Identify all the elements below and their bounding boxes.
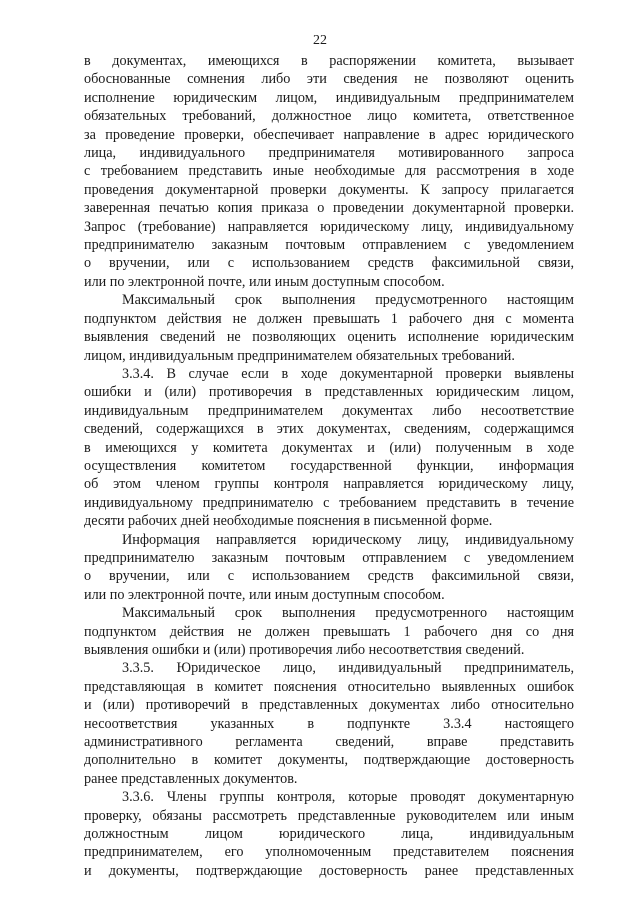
text-line: исполнение юридическим лицом, индивидуальным предпринимателем	[84, 89, 574, 106]
paragraph	[84, 52, 574, 291]
text-line: о вручении, или с использованием средств факсимильной связи,	[84, 255, 574, 272]
text-line: Информация направляется юридическому лицу, индивидуальному	[122, 531, 574, 548]
paragraph	[84, 291, 574, 365]
text-line: Максимальный срок выполнения предусмотренного настоящим	[122, 292, 574, 309]
text-line: проверку, обязаны рассмотреть представленные руководителем или иным	[84, 807, 574, 824]
text-line: предпринимателем, его уполномоченным представителем пояснения	[84, 844, 574, 861]
text-line: за проведение проверки, обеспечивает направление в адрес юридического	[84, 126, 574, 143]
text-line: выявления ошибки и (или) противоречия либо несоответствия сведений.	[84, 642, 525, 658]
text-line: или по электронной почте, или иным доступным способом.	[84, 586, 445, 603]
text-line: с требованием представить иные необходимые для рассмотрения в ходе	[84, 163, 574, 180]
text-line: предпринимателю заказным почтовым отправлением с уведомлением	[84, 237, 574, 254]
text-line: выявления сведений не позволяющих оценить исполнение юридическим	[84, 329, 574, 346]
paragraph	[84, 604, 574, 659]
text-line: 3.3.6. Члены группы контроля, которые проводят документарную	[122, 789, 574, 806]
text-line: дополнительно в комитет документы, подтверждающие достоверность	[84, 752, 574, 769]
text-line: 3.3.4. В случае если в ходе документарной проверки выявлены	[122, 365, 574, 382]
paragraph	[84, 531, 574, 605]
text-line: 3.3.5. Юридическое лицо, индивидуальный предприниматель,	[122, 660, 574, 677]
text-line: Максимальный срок выполнения предусмотренного настоящим	[122, 605, 574, 622]
paragraph	[84, 659, 574, 788]
text-line: или по электронной почте, или иным доступным способом.	[84, 273, 445, 290]
text-line: подпунктом действия не должен превышать 1 рабочего дня с момента	[84, 310, 574, 327]
document-body	[84, 52, 574, 880]
page-number: 22	[313, 33, 327, 48]
text-line: несоответствия указанных в подпункте 3.3.4 настоящего	[84, 715, 574, 732]
text-line: заверенная печатью копия приказа о проведении документарной проверки.	[84, 200, 574, 217]
text-line: сведений, содержащихся в этих документах, сведениям, содержащимся	[84, 421, 574, 438]
text-line: лицом, индивидуальным предпринимателем обязательных требований.	[84, 347, 515, 364]
paragraph	[84, 788, 574, 880]
text-line: осуществления комитетом государственной функции, информация	[84, 457, 574, 474]
text-line: и документы, подтверждающие достоверность ранее представленных	[84, 862, 574, 879]
text-line: о вручении, или с использованием средств факсимильной связи,	[84, 568, 574, 585]
text-line: индивидуальным предпринимателем документах либо несоответствие	[84, 402, 574, 419]
text-line: десяти рабочих дней необходимые пояснения в письменной форме.	[84, 513, 493, 530]
text-line: административного регламента сведений, вправе представить	[84, 734, 574, 751]
text-line: предпринимателю заказным почтовым отправлением с уведомлением	[84, 549, 574, 566]
text-line: и (или) противоречий в представленных документах либо относительно	[84, 697, 574, 714]
text-line: представляющая в комитет пояснения относительно выявленных ошибок	[84, 678, 574, 695]
text-line: подпунктом действия не должен превышать 1 рабочего дня со дня	[84, 623, 574, 640]
text-line: ранее представленных документов.	[84, 770, 298, 787]
text-line: индивидуальному предпринимателю с требованием представить в течение	[84, 494, 574, 511]
text-line: лица, индивидуального предпринимателя мотивированного запроса	[84, 145, 574, 162]
text-line: обоснованные сомнения либо эти сведения не позволяют оценить	[84, 71, 574, 88]
text-line: в имеющихся у комитета документах и (или) полученным в ходе	[84, 439, 574, 456]
text-line: проведения документарной проверки документы. К запросу прилагается	[84, 181, 574, 198]
text-line: в документах, имеющихся в распоряжении комитета, вызывает	[84, 53, 574, 69]
text-line: ошибки и (или) противоречия в представленных юридическим лицом,	[84, 384, 574, 401]
text-line: об этом членом группы контроля направляется юридическому лицу,	[84, 476, 574, 493]
paragraph	[84, 365, 574, 531]
text-line: обязательных требований, должностное лицо комитета, ответственное	[84, 108, 574, 125]
text-line: должностным лицом юридического лица, индивидуальным	[84, 826, 574, 843]
text-line: Запрос (требование) направляется юридическому лицу, индивидуальному	[84, 218, 574, 235]
